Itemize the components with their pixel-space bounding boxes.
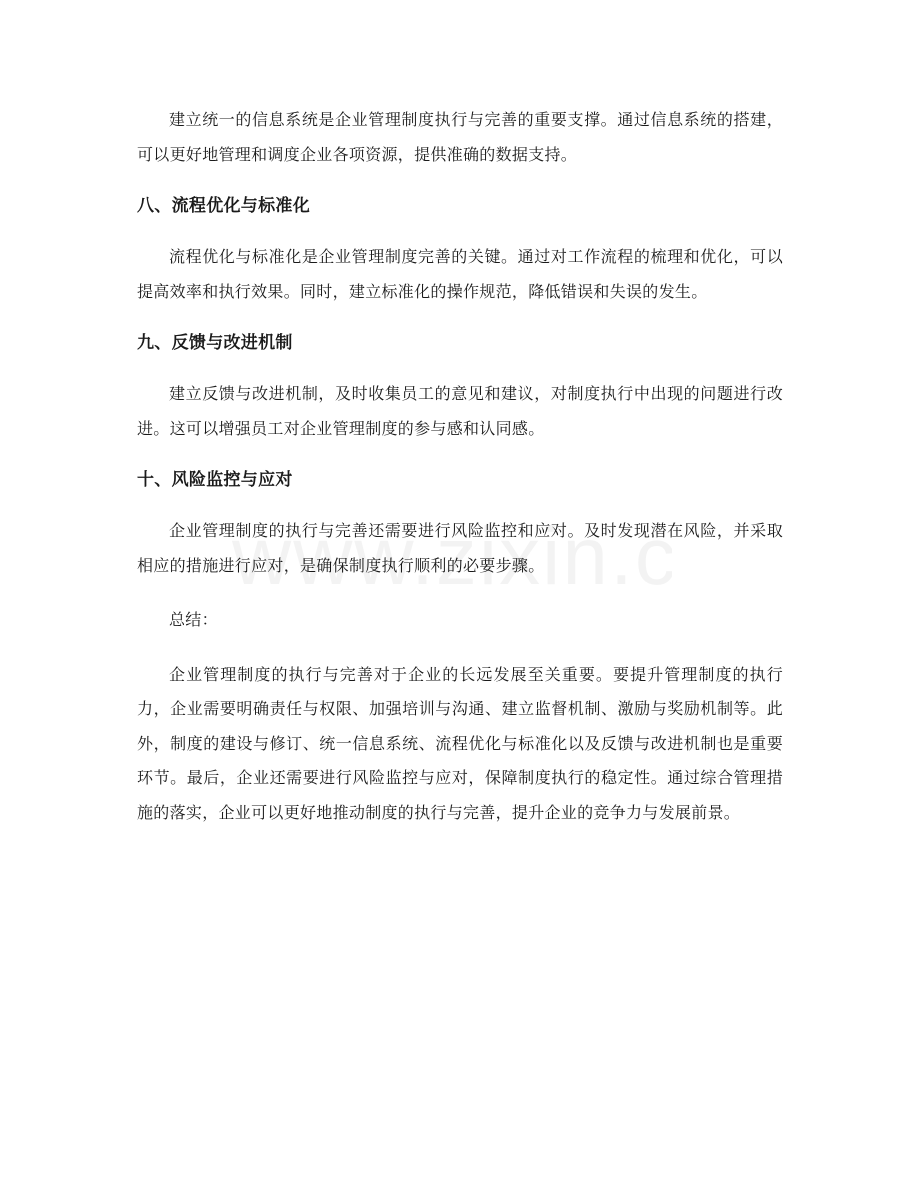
paragraph-process-optimization: 流程优化与标准化是企业管理制度完善的关键。通过对工作流程的梳理和优化，可以提高效率和执行效果。同时，建立标准化的操作规范，降低错误和失误的发生。 <box>137 247 783 301</box>
heading-feedback-mechanism: 九、反馈与改进机制 <box>137 333 293 353</box>
document-body <box>137 103 783 850</box>
heading-risk-monitoring: 十、风险监控与应对 <box>137 470 293 490</box>
paragraph-feedback-mechanism: 建立反馈与改进机制，及时收集员工的意见和建议，对制度执行中出现的问题进行改进。这可以增强员工对企业管理制度的参与感和认同感。 <box>137 384 783 438</box>
heading-process-optimization: 八、流程优化与标准化 <box>137 196 310 216</box>
paragraph-info-system: 建立统一的信息系统是企业管理制度执行与完善的重要支撑。通过信息系统的搭建，可以更好地管理和调度企业各项资源，提供准确的数据支持。 <box>137 110 783 164</box>
paragraph-summary: 企业管理制度的执行与完善对于企业的长远发展至关重要。要提升管理制度的执行力，企业需要明确责任与权限、加强培训与沟通、建立监督机制、激励与奖励机制等。此外，制度的建设与修订、统一信息系统、流程优化与标准化以及反馈与改进机制也是重要环节。最后，企业还需要进行风险监控与应对，保障制度执行的稳定性。通过综合管理措施的落实，企业可以更好地推动制度的执行与完善，提升企业的竞争力与发展前景。 <box>137 664 783 822</box>
paragraph-risk-monitoring: 企业管理制度的执行与完善还需要进行风险监控和应对。及时发现潜在风险，并采取相应的措施进行应对，是确保制度执行顺利的必要步骤。 <box>137 521 783 575</box>
summary-label: 总结： <box>169 610 218 629</box>
